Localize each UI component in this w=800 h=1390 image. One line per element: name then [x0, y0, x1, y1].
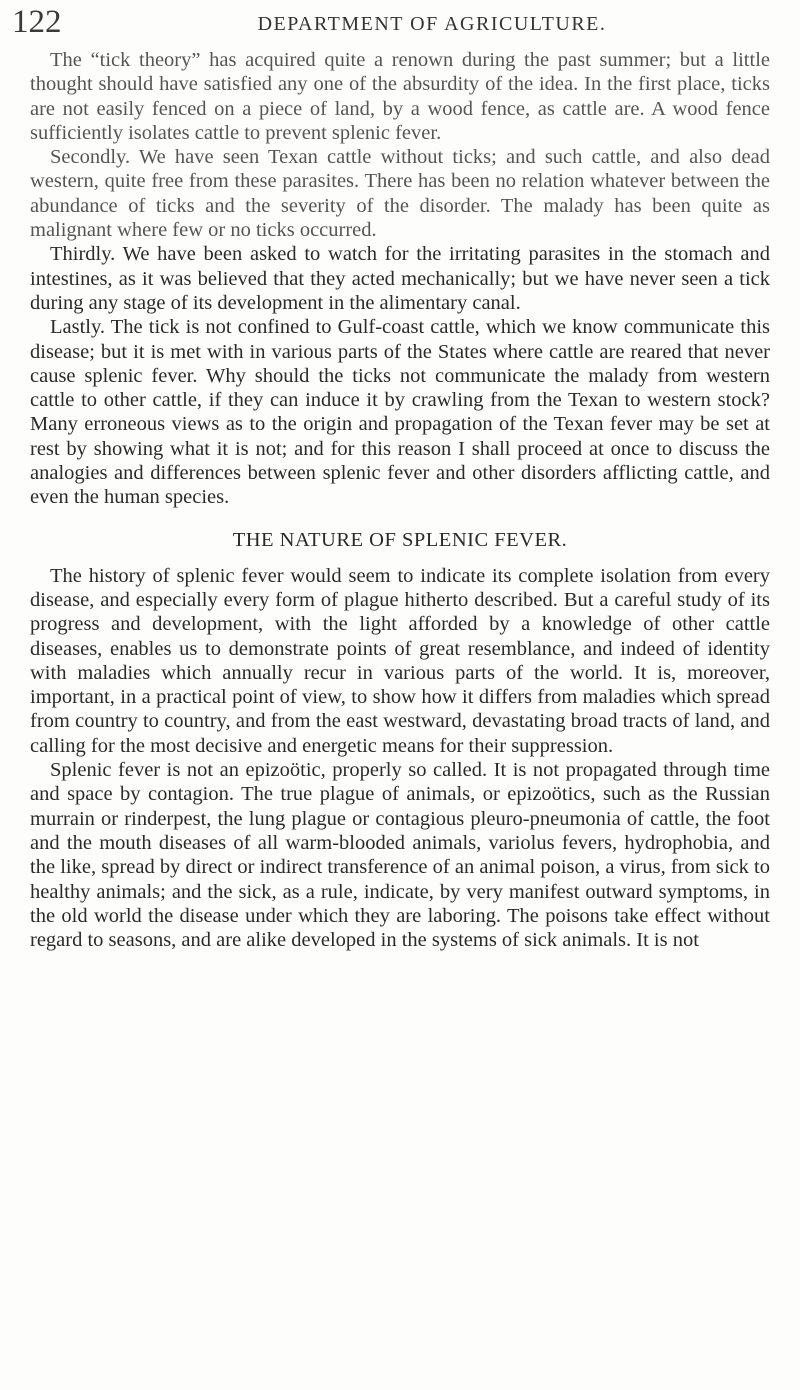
body-text	[30, 48, 770, 952]
paragraph-epizootic: Splenic fever is not an epizoötic, properly so called. It is not propagated through time and space by contagion. The true plague of animals, or epizoötics, such as the Russian murrain or rinderpest, the lung plague or contagious pleuro-pneumonia of cattle, the foot and the mouth diseases of all warm-blooded animals, variolus fevers, hydrophobia, and the like, spread by direct or indirect transference of an animal poison, a virus, from sick to healthy animals; and the sick, as a rule, indicate, by very manifest outward symptoms, in the old world the disease under which they are laboring. The poisons take effect without regard to seasons, and are alike developed in the systems of sick animals. It is not	[30, 759, 770, 952]
running-head: DEPARTMENT OF AGRICULTURE.	[257, 13, 607, 35]
paragraph-thirdly: Thirdly. We have been asked to watch for the irritating parasites in the stomach and intestines, as it was believed that they acted mechanically; but we have never seen a tick during any stage of its development in the alimentary canal.	[30, 243, 770, 314]
paragraph-secondly: Secondly. We have seen Texan cattle without ticks; and such cattle, and also dead western, quite free from these parasites. There has been no relation whatever between the abundance of ticks and the severity of the disorder. The malady has been quite as malignant where few or no ticks occurred.	[30, 146, 770, 242]
paragraph-lastly: Lastly. The tick is not confined to Gulf-coast cattle, which we know communicate this disease; but it is met with in various parts of the States where cattle are reared that never cause splenic fever. Why should the ticks not communicate the malady from western cattle to other cattle, if they can induce it by crawling from the Texan to western stock? Many erroneous views as to the origin and propagation of the Texan fever may be set at rest by showing what it is not; and for this reason I shall proceed at once to discuss the analogies and differences between splenic fever and other disorders afflicting cattle, and even the human species.	[30, 316, 770, 509]
paragraph-tick-theory: The “tick theory” has acquired quite a renown during the past summer; but a little thought should have satisfied any one of the absurdity of the idea. In the first place, ticks are not easily fenced on a piece of land, by a wood fence, as cattle are. A wood fence sufficiently isolates cattle to prevent splenic fever.	[30, 49, 770, 144]
paragraph-history: The history of splenic fever would seem to indicate its complete isolation from every disease, and especially every form of plague hitherto described. But a careful study of its progress and development, with the light afforded by a knowledge of other cattle diseases, enables us to demonstrate points of great resemblance, and indeed of identity with maladies which annually recur in various parts of the world. It is, moreover, important, in a practical point of view, to show how it differs from maladies which spread from country to country, and from the east westward, devastating broad tracts of land, and calling for the most decisive and energetic means for their suppression.	[30, 564, 770, 757]
page-number: 122	[12, 4, 62, 40]
page-header	[12, 2, 792, 42]
section-heading: THE NATURE OF SPLENIC FEVER.	[232, 528, 568, 551]
